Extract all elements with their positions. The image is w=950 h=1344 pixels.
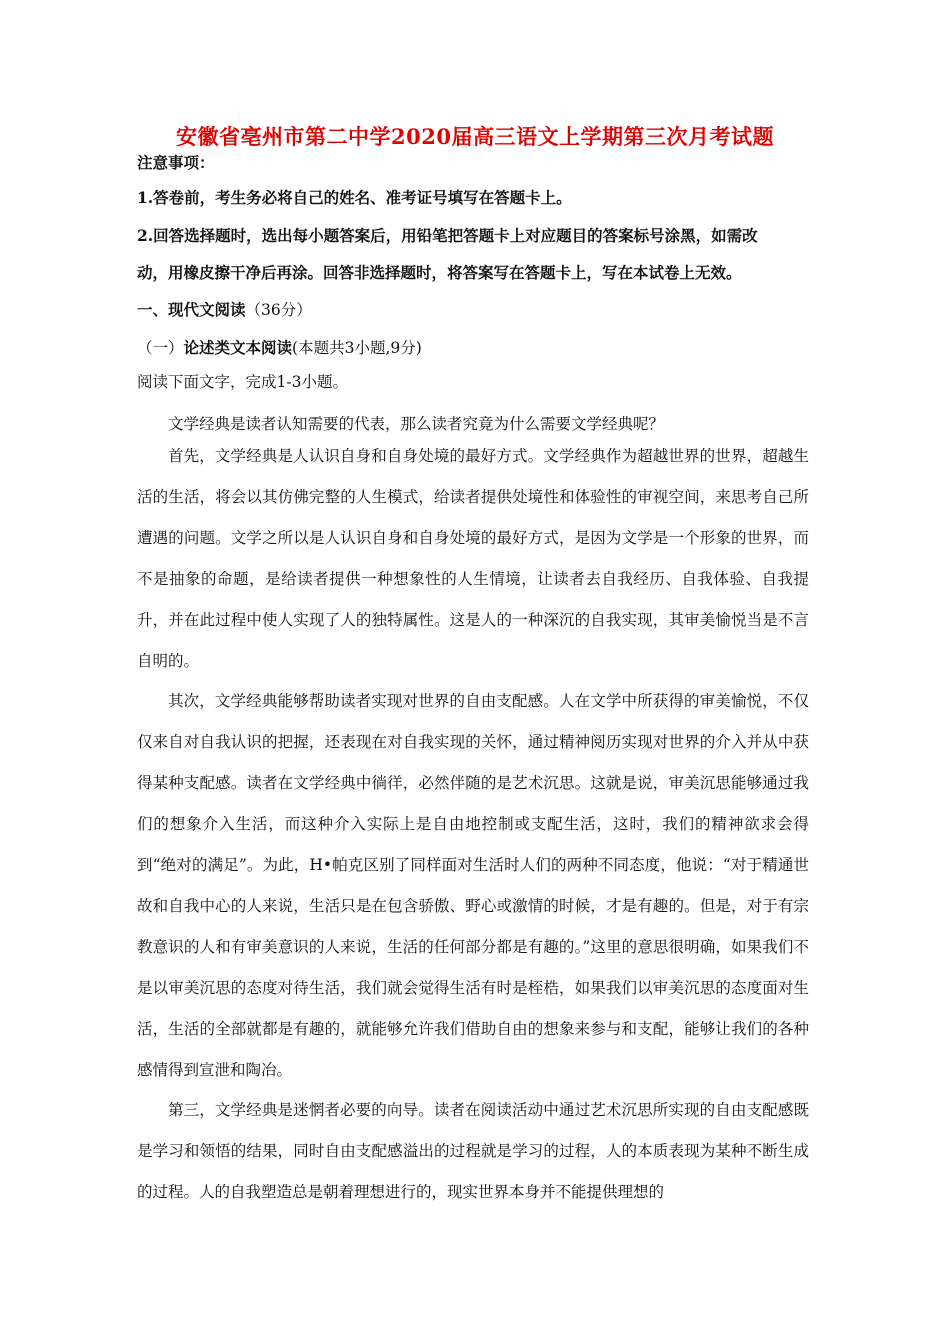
paragraph-1: 文学经典是读者认知需要的代表，那么读者究竟为什么需要文学经典呢？ bbox=[168, 415, 665, 433]
paragraph-4: 第三，文学经典是迷惘者必要的向导。读者在阅读活动中通过艺术沉思所实现的自由支配感既是学习和领悟的结果，同时自由支配感溢出的过程就是学习的过程，人的本质表现为某种不断生成的过程。人的自我塑造总是朝着理想进行的，现实世界本身并不能提供理想的 bbox=[137, 1101, 809, 1201]
subsection-1-heading bbox=[137, 337, 422, 359]
subsection-1-note: (本题共3小题,9分) bbox=[292, 339, 422, 357]
notice-item-2-line-1: 2.回答选择题时，选出每小题答案后，用铅笔把答题卡上对应题目的答案标号涂黑，如需改 bbox=[137, 226, 758, 245]
notice-item-1: 1.答卷前，考生务必将自己的姓名、准考证号填写在答题卡上。 bbox=[137, 188, 572, 207]
subsection-1-prefix: （一） bbox=[137, 339, 184, 357]
subsection-1-title: 论述类文本阅读 bbox=[183, 338, 293, 357]
paragraph-3: 其次，文学经典能够帮助读者实现对世界的自由支配感。人在文学中所获得的审美愉悦，不仅仅来自对自我认识的把握，还表现在对自我实现的关怀，通过精神阅历实现对世界的介入并从中获得某种支配感。读者在文学经典中徜徉，必然伴随的是艺术沉思。这就是说，审美沉思能够通过我们的想象介入生活，而这种介入实际上是自由地控制或支配生活，这时，我们的精神欲求会得到“绝对的满足”。为此，H•帕克区别了同样面对生活时人们的两种不同态度，他说：“对于精通世故和自我中心的人来说，生活只是在包含骄傲、野心或激情的时候，才是有趣的。但是，对于有宗教意识的人和有审美意识的人来说，生活的任何部分都是有趣的。”这里的意思很明确，如果我们不是以审美沉思的态度对待生活，我们就会觉得生活有时是桎梏，如果我们以审美沉思的态度面对生活，生活的全部就都是有趣的，就能够允许我们借助自由的想象来参与和支配，能够让我们的各种感情得到宣泄和陶冶。 bbox=[137, 692, 809, 1079]
section-1-score: （36分） bbox=[245, 301, 312, 319]
reading-instruction: 阅读下面文字，完成1-3小题。 bbox=[137, 373, 348, 391]
exam-title: 安徽省亳州市第二中学2020届高三语文上学期第三次月考试题 bbox=[176, 124, 774, 149]
section-1-heading bbox=[137, 299, 312, 321]
notice-item-2-line-2: 动，用橡皮擦干净后再涂。回答非选择题时，将答案写在答题卡上，写在本试卷上无效。 bbox=[137, 263, 742, 282]
section-1-title: 一、现代文阅读 bbox=[137, 300, 246, 319]
notice-heading: 注意事项： bbox=[137, 153, 215, 172]
paragraph-2: 首先，文学经典是人认识自身和自身处境的最好方式。文学经典作为超越世界的世界，超越生活的生活，将会以其仿佛完整的人生模式，给读者提供处境性和体验性的审视空间，来思考自己所遭遇的问题。文学之所以是人认识自身和自身处境的最好方式，是因为文学是一个形象的世界，而不是抽象的命题，是给读者提供一种想象性的人生情境，让读者去自我经历、自我体验、自我提升，并在此过程中使人实现了人的独特属性。这是人的一种深沉的自我实现，其审美愉悦当是不言自明的。 bbox=[137, 447, 809, 670]
